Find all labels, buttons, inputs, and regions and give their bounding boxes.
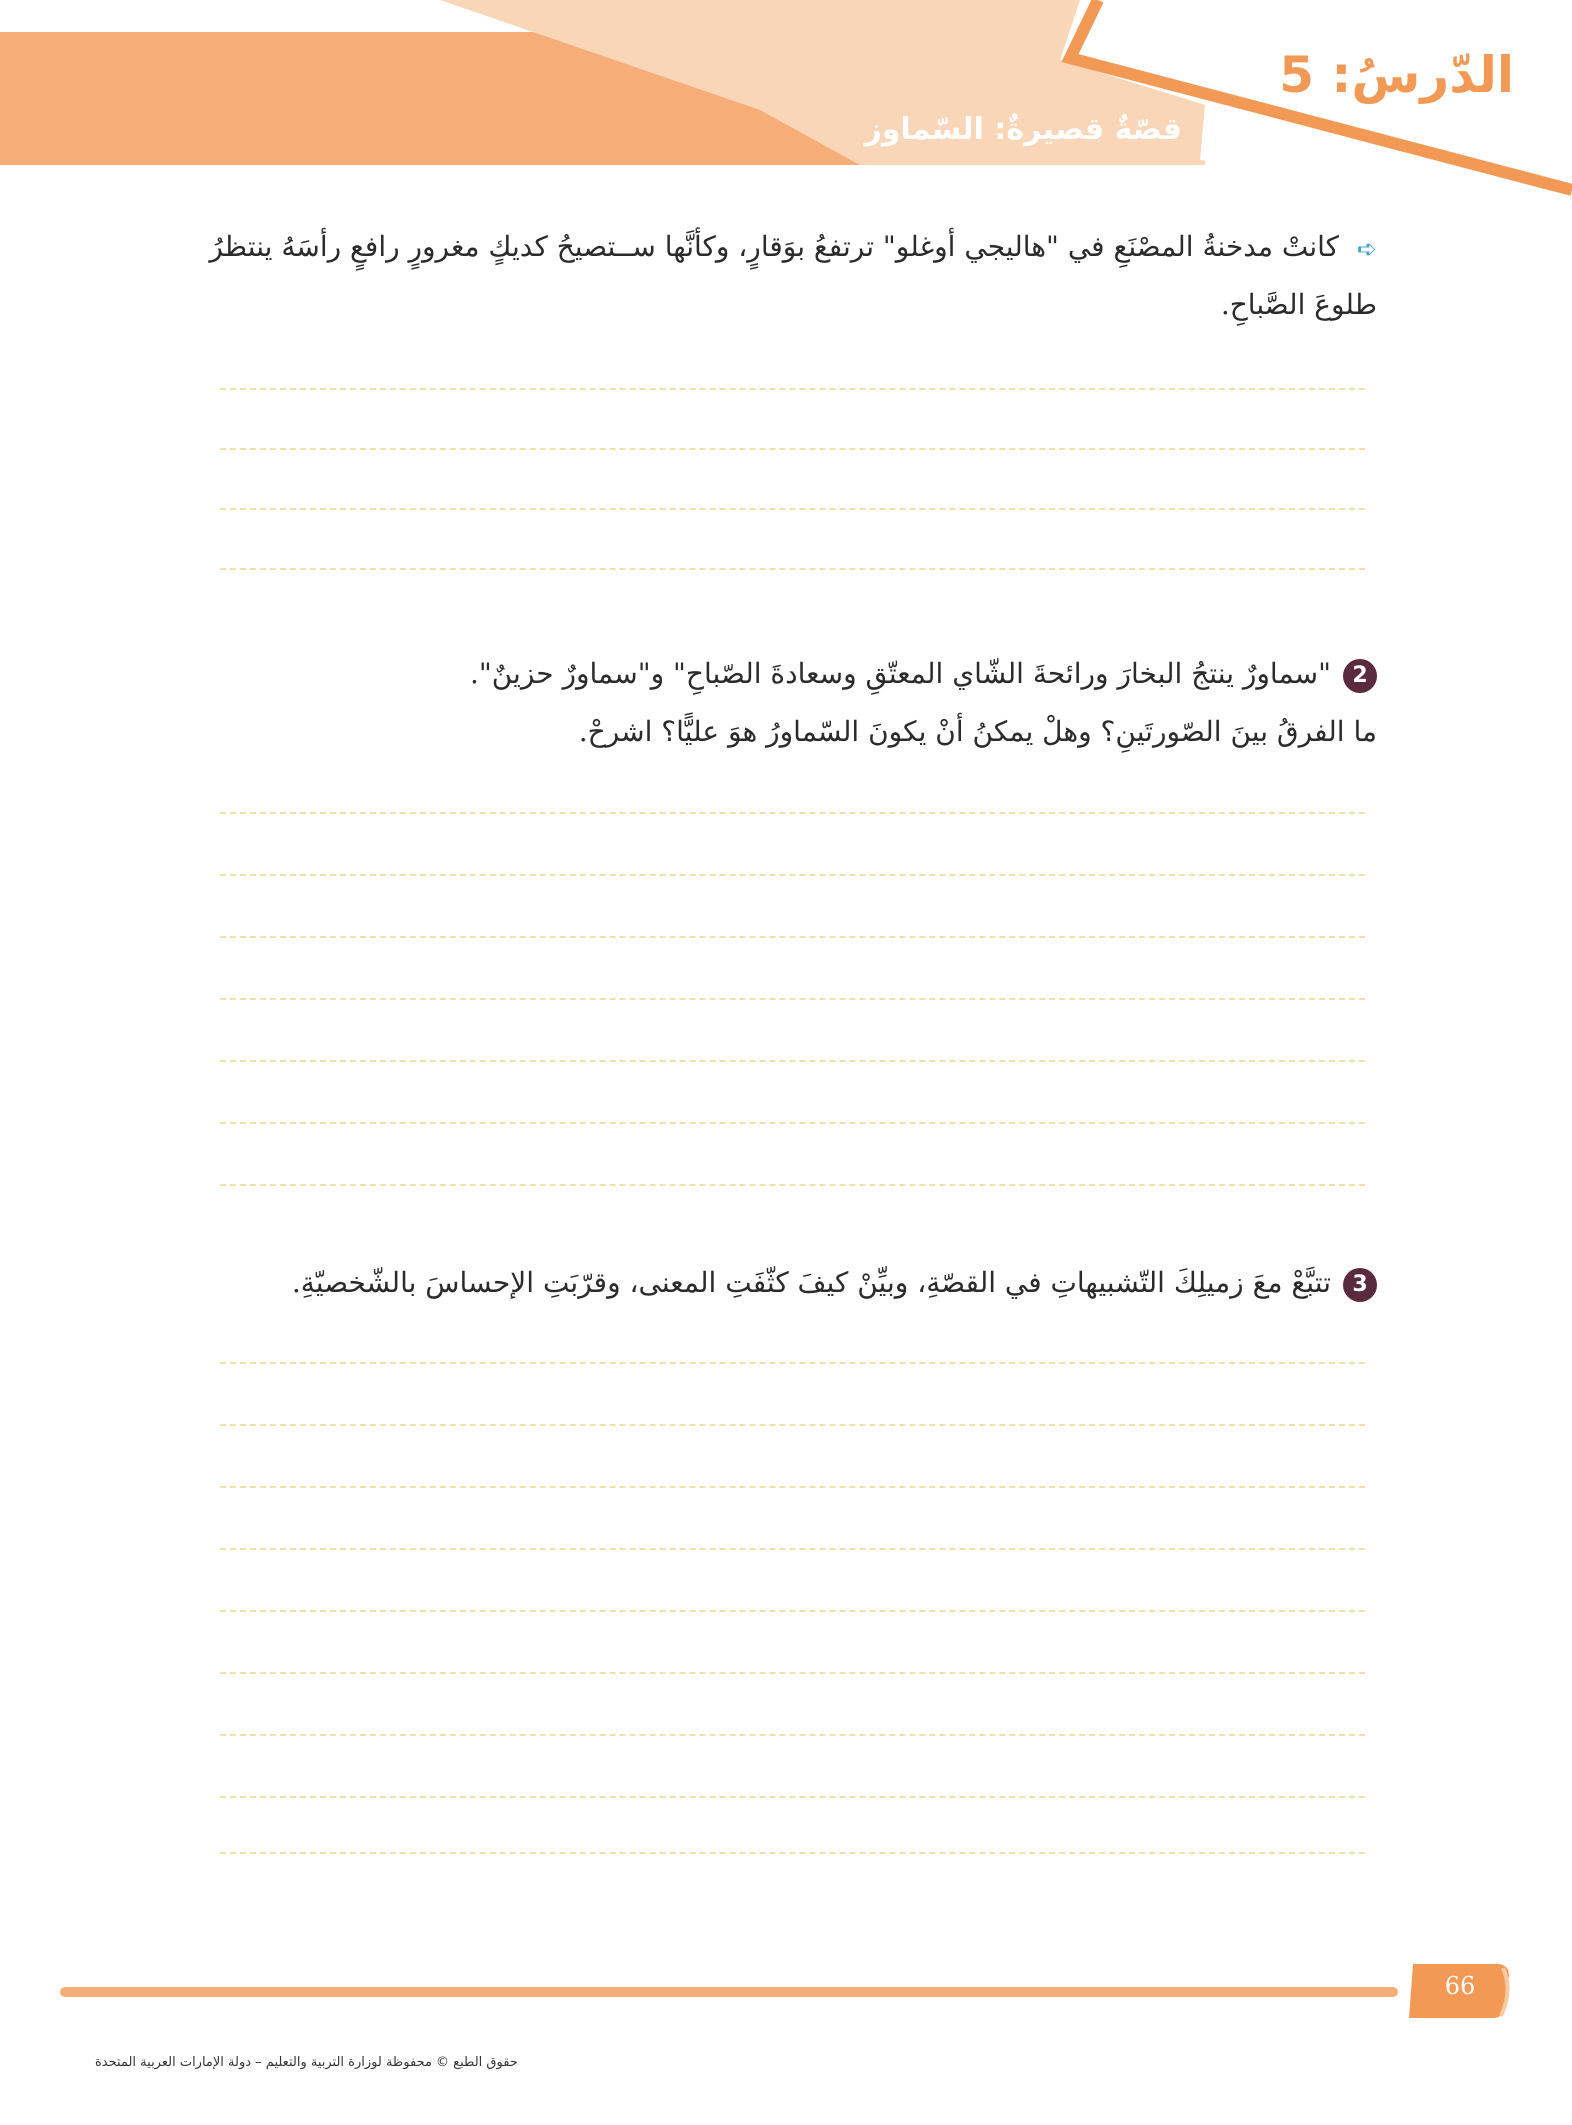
question-2 (470, 645, 1377, 761)
answer-line[interactable] (220, 1362, 1365, 1364)
answer-line[interactable] (220, 874, 1365, 876)
answer-line[interactable] (220, 1610, 1365, 1612)
answer-line[interactable] (220, 1424, 1365, 1426)
question-2-line-1: "سماورٌ ينتجُ البخارَ ورائحةَ الشّاي المعتّقِ وسعادةَ الصّباحِ" و"سماورٌ حزينٌ". (469, 657, 1331, 690)
question-2-line-2: ما الفرقُ بينَ الصّورتَينِ؟ وهلْ يمكنُ أنْ يكونَ السّماورُ هوَ عليًّا؟ اشرحْ. (578, 715, 1377, 748)
question-1-line-1: كانتْ مدخنةُ المصْنَعِ في "هاليجي أوغلو" ترتفعُ بوَقارٍ، وكأنَّها ســتصيحُ كديكٍ مغرورٍ رافعٍ رأسَهُ ينتظرُ (209, 230, 1339, 263)
lesson-title: الدّرسُ: 5 (1279, 46, 1514, 104)
answer-line[interactable] (220, 998, 1365, 1000)
question-3 (292, 1254, 1377, 1312)
question-number-badge: 3 (1343, 1268, 1377, 1302)
answer-line[interactable] (220, 1734, 1365, 1736)
answer-line[interactable] (220, 1060, 1365, 1062)
answer-line[interactable] (220, 1548, 1365, 1550)
question-3-line-1: تتبَّعْ معَ زميلِكَ التّشبيهاتِ في القصّةِ، وبيِّنْ كيفَ كثّفَتِ المعنى، وقرّبَتِ الإحساسَ بالشّخصيّةِ. (291, 1266, 1331, 1299)
question-number-badge: 2 (1343, 659, 1377, 693)
answer-line[interactable] (220, 1184, 1365, 1186)
answer-line[interactable] (220, 508, 1365, 510)
answer-line[interactable] (220, 936, 1365, 938)
question-1-line-2: طلوعَ الصَّباحِ. (1220, 288, 1377, 321)
story-title: قصّةٌ قصيرةٌ: السّماوز (864, 112, 1182, 147)
answer-line[interactable] (220, 1672, 1365, 1674)
answer-line[interactable] (220, 1486, 1365, 1488)
page-number: 66 (1444, 1972, 1476, 2000)
answer-line[interactable] (220, 812, 1365, 814)
answer-line[interactable] (220, 1122, 1365, 1124)
copyright-notice: حقوق الطبع © محفوظة لوزارة التربية والتعليم – دولة الإمارات العربية المتحدة (95, 2055, 518, 2070)
footer-bar (60, 1987, 1398, 1997)
answer-line[interactable] (220, 448, 1365, 450)
answer-line[interactable] (220, 1852, 1365, 1854)
answer-line[interactable] (220, 568, 1365, 570)
answer-line[interactable] (220, 1796, 1365, 1798)
arrow-icon: ➪ (1356, 234, 1377, 263)
question-1 (209, 218, 1377, 334)
answer-line[interactable] (220, 388, 1365, 390)
